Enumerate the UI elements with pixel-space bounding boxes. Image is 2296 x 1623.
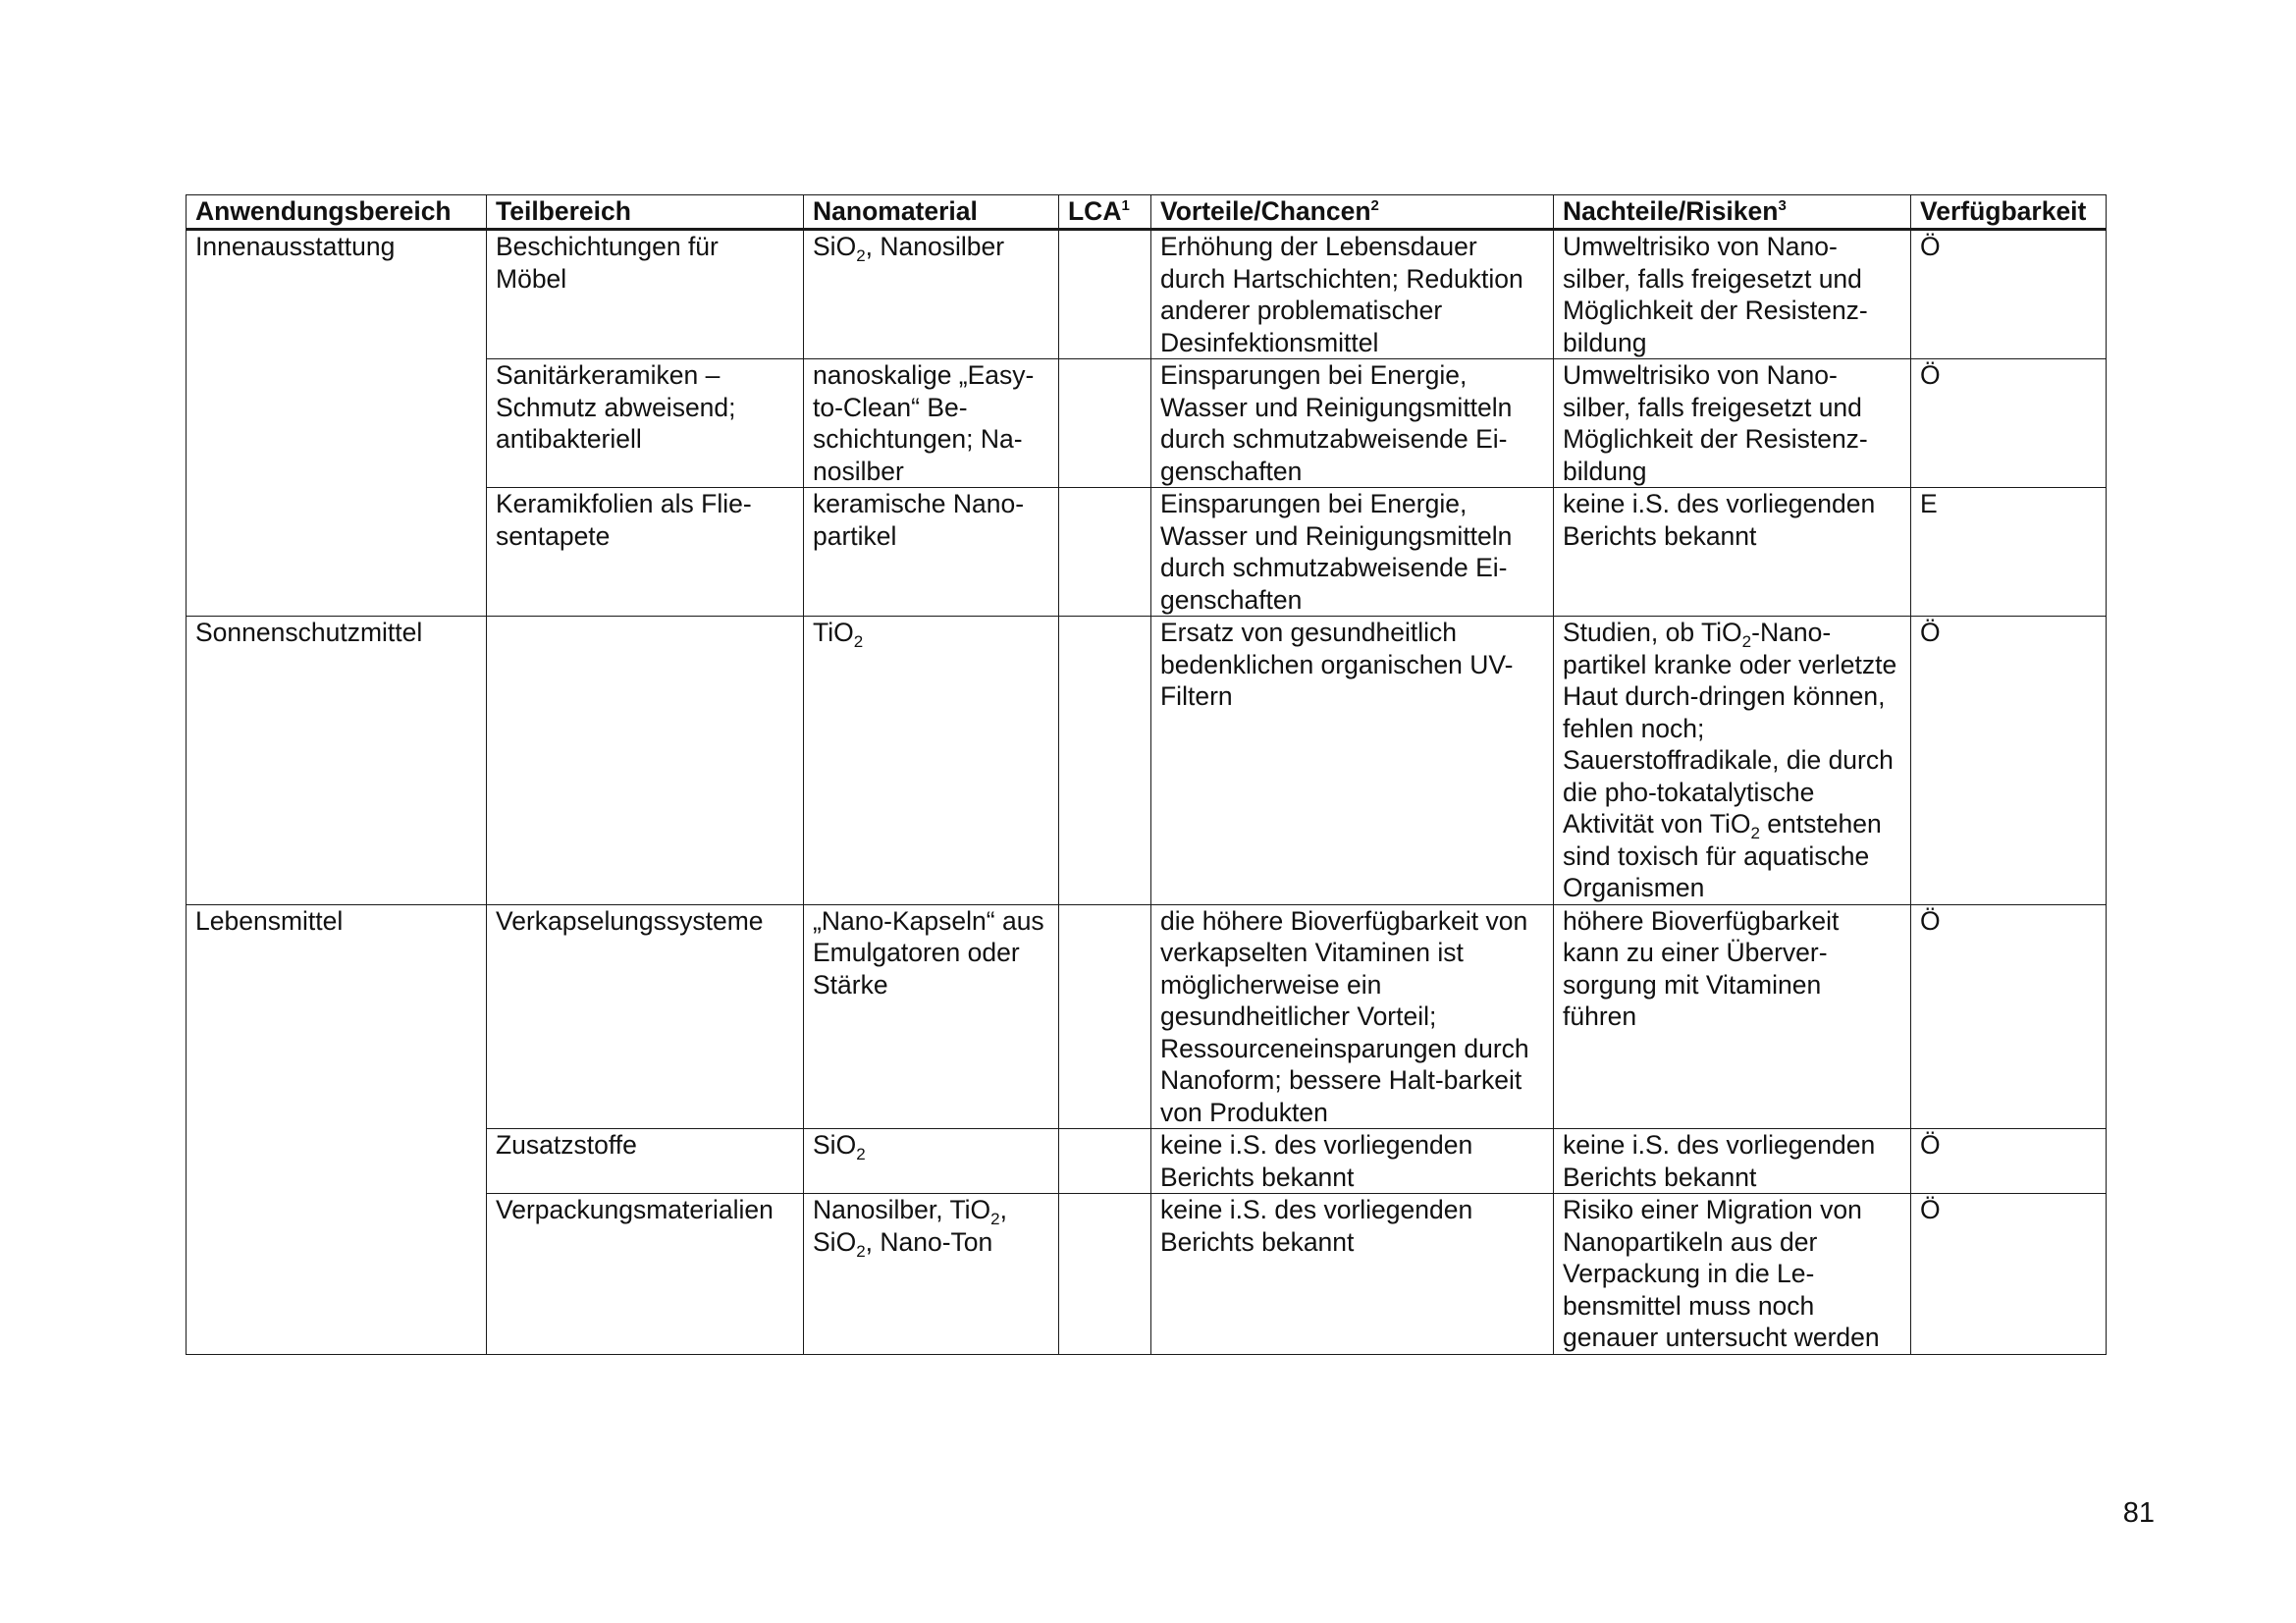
nanomaterial-cell: SiO$_2$: [804, 1129, 1059, 1194]
advantages-cell: die höhere Bioverfügbarkeit von verkapselten Vitaminen ist möglicherweise ein gesundheitlicher Vorteil; Ressourceneinsparungen durch Nanoform; bessere Halt-barkeit von Produkten: [1151, 904, 1554, 1129]
sub-area-cell: Verpackungsmaterialien: [487, 1194, 804, 1355]
subscript: 2: [856, 246, 866, 265]
availability-cell: Ö: [1911, 1194, 2107, 1355]
sub-area-cell: Keramikfolien als Flie-sentapete: [487, 488, 804, 617]
advantages-cell: Einsparungen bei Energie, Wasser und Reinigungsmitteln durch schmutzabweisende Ei-genschaften: [1151, 359, 1554, 488]
subscript: 2: [856, 1145, 866, 1163]
column-header-label: LCA: [1068, 196, 1122, 226]
table-row: [187, 230, 2107, 359]
risks-cell: Studien, ob TiO$_2$-Nano-partikel kranke oder verletzte Haut durch-dringen können, fehlen noch; Sauerstoffradikale, die durch die pho-tokatalytische Aktivität von TiO$_2$ entstehen sind toxisch für aquatische Organismen: [1554, 617, 1911, 905]
lca-cell: [1059, 1194, 1151, 1355]
table-row: [187, 904, 2107, 1129]
lca-cell: [1059, 1129, 1151, 1194]
application-area-cell: Sonnenschutzmittel: [187, 617, 487, 905]
nanomaterial-cell: Nanosilber, TiO$_2$, SiO$_2$, Nano-Ton: [804, 1194, 1059, 1355]
nanomaterial-cell: TiO$_2$: [804, 617, 1059, 905]
subscript: 2: [990, 1210, 1000, 1228]
page-number: 81: [2122, 1497, 2155, 1529]
column-header: [1554, 195, 1911, 230]
column-header: [1911, 195, 2107, 230]
sub-area-cell: [487, 617, 804, 905]
table-body: [187, 230, 2107, 1355]
table-header: [187, 195, 2107, 230]
header-row: [187, 195, 2107, 230]
sub-area-cell: Verkapselungssysteme: [487, 904, 804, 1129]
column-header: [804, 195, 1059, 230]
availability-cell: Ö: [1911, 230, 2107, 359]
column-header: [487, 195, 804, 230]
subscript: 2: [1741, 632, 1752, 651]
footnote-marker: 1: [1121, 197, 1130, 214]
risks-cell: Umweltrisiko von Nano-silber, falls freigesetzt und Möglichkeit der Resistenz-bildung: [1554, 230, 1911, 359]
advantages-cell: Ersatz von gesundheitlich bedenklichen organischen UV-Filtern: [1151, 617, 1554, 905]
subscript: 2: [853, 632, 864, 651]
application-area-cell: Innenausstattung: [187, 230, 487, 617]
column-header: [1059, 195, 1151, 230]
risks-cell: höhere Bioverfügbarkeit kann zu einer Überver-sorgung mit Vitaminen führen: [1554, 904, 1911, 1129]
nanomaterial-cell: SiO$_2$, Nanosilber: [804, 230, 1059, 359]
advantages-cell: keine i.S. des vorliegenden Berichts bekannt: [1151, 1129, 1554, 1194]
nanomaterial-cell: „Nano-Kapseln“ aus Emulgatoren oder Stärke: [804, 904, 1059, 1129]
application-area-cell: Lebensmittel: [187, 904, 487, 1354]
advantages-cell: Einsparungen bei Energie, Wasser und Reinigungsmitteln durch schmutzabweisende Ei-genschaften: [1151, 488, 1554, 617]
sub-area-cell: Zusatzstoffe: [487, 1129, 804, 1194]
column-header-label: Vorteile/Chancen: [1160, 196, 1371, 226]
subscript: 2: [1750, 824, 1760, 842]
column-header: [187, 195, 487, 230]
column-header: [1151, 195, 1554, 230]
risks-cell: Risiko einer Migration von Nanopartikeln aus der Verpackung in die Le-bensmittel muss noch genauer untersucht werden: [1554, 1194, 1911, 1355]
lca-cell: [1059, 904, 1151, 1129]
table-row: [187, 617, 2107, 905]
lca-cell: [1059, 359, 1151, 488]
column-header-label: Verfügbarkeit: [1920, 196, 2087, 226]
availability-cell: Ö: [1911, 617, 2107, 905]
column-header-label: Nachteile/Risiken: [1563, 196, 1779, 226]
nanomaterial-cell: nanoskalige „Easy-to-Clean“ Be-schichtungen; Na-nosilber: [804, 359, 1059, 488]
nanomaterial-cell: keramische Nano-partikel: [804, 488, 1059, 617]
sub-area-cell: Beschichtungen für Möbel: [487, 230, 804, 359]
availability-cell: Ö: [1911, 1129, 2107, 1194]
column-header-label: Nanomaterial: [813, 196, 978, 226]
availability-cell: Ö: [1911, 904, 2107, 1129]
lca-cell: [1059, 488, 1151, 617]
lca-cell: [1059, 617, 1151, 905]
availability-cell: Ö: [1911, 359, 2107, 488]
footnote-marker: 3: [1778, 197, 1787, 214]
risks-cell: Umweltrisiko von Nano-silber, falls freigesetzt und Möglichkeit der Resistenz-bildung: [1554, 359, 1911, 488]
availability-cell: E: [1911, 488, 2107, 617]
nanomaterial-application-table: [186, 194, 2107, 1355]
risks-cell: keine i.S. des vorliegenden Berichts bekannt: [1554, 488, 1911, 617]
footnote-marker: 2: [1370, 197, 1379, 214]
column-header-label: Anwendungsbereich: [195, 196, 452, 226]
advantages-cell: keine i.S. des vorliegenden Berichts bekannt: [1151, 1194, 1554, 1355]
lca-cell: [1059, 230, 1151, 359]
subscript: 2: [856, 1241, 866, 1261]
risks-cell: keine i.S. des vorliegenden Berichts bekannt: [1554, 1129, 1911, 1194]
sub-area-cell: Sanitärkeramiken – Schmutz abweisend; antibakteriell: [487, 359, 804, 488]
column-header-label: Teilbereich: [496, 196, 631, 226]
advantages-cell: Erhöhung der Lebensdauer durch Hartschichten; Reduktion anderer problematischer Desinfektionsmittel: [1151, 230, 1554, 359]
